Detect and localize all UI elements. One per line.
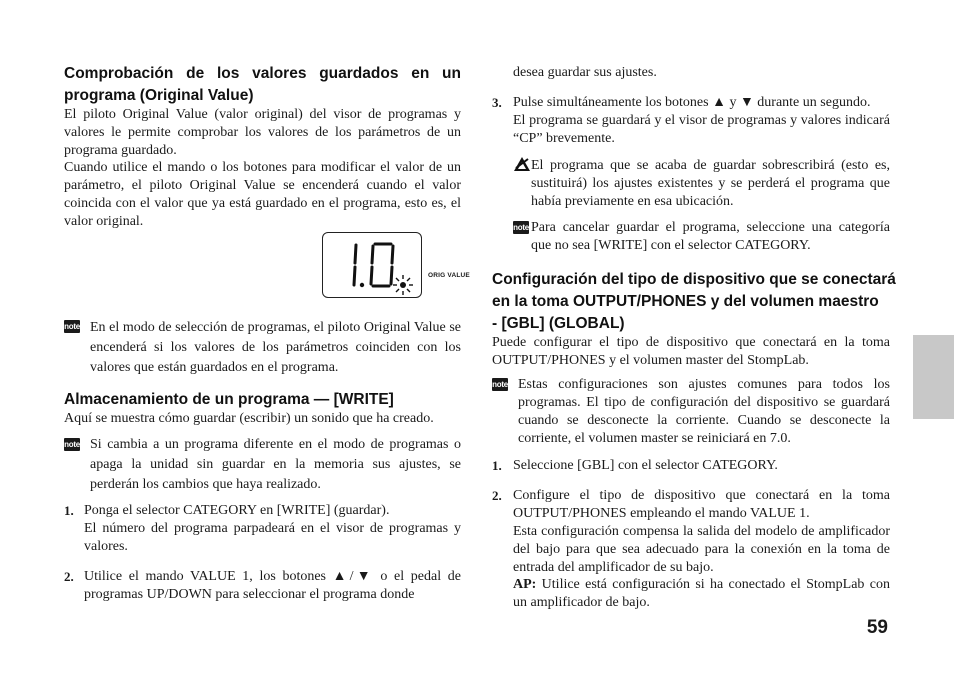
original-value-paragraph-2: Cuando utilice el mando o los botones para modificar el valor de un parámetro, el piloto Original Value se encenderá cuando el valor coincida con el valor que ya está guardado en el programa, esto es, el valor original. [64,160,461,229]
section-title-global-line1: Configuración del tipo de dispositivo que se conectará [492,271,896,288]
note-cancel-write: Para cancelar guardar el programa, seleccione una categoría que no sea [WRITE] con el selector CATEGORY. [531,220,890,253]
ap-label: AP: [513,577,537,592]
write-intro: Aquí se muestra cómo guardar (escribir) un sonido que ha creado. [64,411,434,426]
step-number-g1: 1. [492,458,502,473]
step-number-g2: 2. [492,488,502,503]
orig-value-label: ORIG VALUE [428,272,470,279]
note-icon: note [64,440,80,449]
step-number-3: 3. [492,95,502,110]
step-3-text: Pulse simultáneamente los botones ▲ y ▼ durante un segundo. [513,95,871,110]
note-icon: note [64,322,80,331]
warning-text: El programa que se acaba de guardar sobrescribirá (esto es, sustituirá) los ajustes existentes y se perderá el programa que había previamente en esa ubicación. [531,158,890,209]
section-title-global-line3: - [GBL] (GLOBAL) [492,315,625,332]
ap-text: Utilice está configuración si ha conectado el StompLab con un amplificador de bajo. [513,577,890,610]
global-intro: Puede configurar el tipo de dispositivo que conectará en la toma OUTPUT/PHONES y el volumen master del StompLab. [492,335,890,368]
step-1-detail: El número del programa parpadeará en el visor de programas y valores. [84,521,461,554]
step-g2-detail: Esta configuración compensa la salida del modelo de amplificador del bajo para que sea adecuado para la conexión en la toma de entrada del amplificador de su bajo. [513,524,890,575]
page-number: 59 [866,617,888,638]
ap-setting-description [513,576,890,612]
chapter-side-tab [913,335,954,419]
step-1-text: Ponga el selector CATEGORY en [WRITE] (guardar). [84,503,390,518]
section-title-original-value-line1: Comprobación de los valores guardados en un [64,65,461,82]
warning-icon [513,156,531,172]
note-icon: note [492,380,508,389]
step-number-1: 1. [64,503,74,518]
step-3-detail: El programa se guardará y el visor de programas y valores indicará “CP” brevemente. [513,113,890,146]
note-global-settings: Estas configuraciones son ajustes comunes para todos los programas. El tipo de configuración del dispositivo se guardará cuando se desconecte la corriente. Cuando se desconecte la corriente, el volumen master se reiniciará en 7.0. [518,377,890,446]
step-g2-text: Configure el tipo de dispositivo que conectará en la toma OUTPUT/PHONES empleando el mando VALUE 1. [513,488,890,521]
section-title-original-value-line2: programa (Original Value) [64,87,254,104]
seven-segment-digits-icon [323,233,421,297]
step-number-2: 2. [64,569,74,584]
section-title-write: Almacenamiento de un programa — [WRITE] [64,391,394,408]
step-2-continuation: desea guardar sus ajustes. [513,65,657,80]
note-unsaved-changes: Si cambia a un programa diferente en el modo de programas o apaga la unidad sin guardar en la memoria sus ajustes, se perderán los cambios que haya realizado. [90,437,461,492]
program-value-display [322,232,422,298]
original-value-paragraph-1: El piloto Original Value (valor original) del visor de programas y valores le permite comprobar los valores de los parámetros de un programa guardado. [64,107,461,158]
step-g1-text: Seleccione [GBL] con el selector CATEGORY. [513,458,778,473]
note-icon: note [513,223,529,232]
section-title-global-line2: en la toma OUTPUT/PHONES y del volumen maestro [492,293,879,310]
step-2-text: Utilice el mando VALUE 1, los botones ▲/▼ o el pedal de programas UP/DOWN para seleccionar el programa donde [84,569,461,602]
note-original-value: En el modo de selección de programas, el piloto Original Value se encenderá si los valores de los parámetros coinciden con los valores que están guardados en el programa. [90,320,461,375]
